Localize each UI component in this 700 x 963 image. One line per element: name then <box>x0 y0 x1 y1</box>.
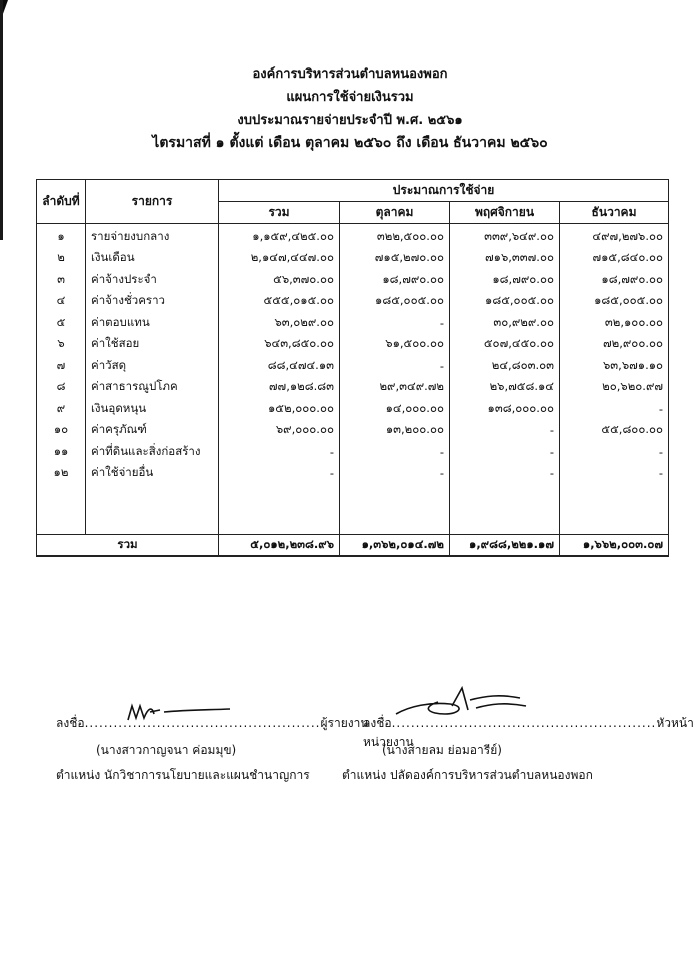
table-row <box>37 398 669 420</box>
cell-nov: ๗๑๖,๓๓๗.๐๐ <box>450 248 560 270</box>
cell-total: ๘๘,๔๗๔.๑๓ <box>219 355 340 377</box>
plan-title: แผนการใช้จ่ายเงินรวม <box>286 90 414 105</box>
table-row <box>37 269 669 291</box>
cell-oct: ๑๘๕,๐๐๕.๐๐ <box>340 291 450 313</box>
cell-dec: ๖๓,๖๗๑.๑๐ <box>560 355 669 377</box>
header-no: ลำดับที่ <box>37 180 86 224</box>
cell-no: ๓ <box>37 269 86 291</box>
cell-item: เงินอุดหนุน <box>86 398 219 420</box>
cell-oct: ๖๑,๕๐๐.๐๐ <box>340 334 450 356</box>
cell-item: ค่าใช้สอย <box>86 334 219 356</box>
right-handwritten-signature <box>390 684 530 724</box>
left-signer-name: (นางสาวกาญจนา ค่อมมุข) <box>96 743 237 757</box>
totals-oct: ๑,๓๖๒,๐๑๔.๗๒ <box>340 535 450 557</box>
cell-nov: ๒๖,๗๕๘.๑๔ <box>450 377 560 399</box>
table-row <box>37 312 669 334</box>
cell-oct: ๑๘,๗๙๐.๐๐ <box>340 269 450 291</box>
cell-dec: - <box>560 463 669 485</box>
cell-dec: ๑๘,๗๙๐.๐๐ <box>560 269 669 291</box>
cell-no: ๑๒ <box>37 463 86 485</box>
spending-plan-table <box>36 179 669 557</box>
cell-total: ๖๙,๐๐๐.๐๐ <box>219 420 340 442</box>
cell-no: ๑๐ <box>37 420 86 442</box>
cell-item: ค่าตอบแทน <box>86 312 219 334</box>
cell-dec: - <box>560 398 669 420</box>
cell-dec: - <box>560 441 669 463</box>
cell-oct: ๑๔,๐๐๐.๐๐ <box>340 398 450 420</box>
table-row <box>37 355 669 377</box>
totals-label: รวม <box>37 535 219 557</box>
table-row <box>37 224 669 248</box>
cell-oct: ๓๒๒,๕๐๐.๐๐ <box>340 224 450 248</box>
cell-total: ๕๖,๓๗๐.๐๐ <box>219 269 340 291</box>
cell-nov: - <box>450 463 560 485</box>
cell-no: ๙ <box>37 398 86 420</box>
cell-oct: - <box>340 355 450 377</box>
budget-year: งบประมาณรายจ่ายประจำปี พ.ศ. ๒๕๖๑ <box>237 113 463 128</box>
table-row <box>37 441 669 463</box>
cell-item: เงินเดือน <box>86 248 219 270</box>
cell-nov: ๑๓๘,๐๐๐.๐๐ <box>450 398 560 420</box>
cell-total: ๖๓,๐๒๙.๐๐ <box>219 312 340 334</box>
cell-no: ๑๑ <box>37 441 86 463</box>
cell-nov: ๑๘,๗๙๐.๐๐ <box>450 269 560 291</box>
cell-total: - <box>219 441 340 463</box>
cell-nov: ๑๘๕,๐๐๕.๐๐ <box>450 291 560 313</box>
cell-total: - <box>219 463 340 485</box>
table-row <box>37 420 669 442</box>
cell-total: ๖๔๓,๘๕๐.๐๐ <box>219 334 340 356</box>
cell-item: ค่าสาธารณูปโภค <box>86 377 219 399</box>
cell-total: ๕๕๕,๐๑๕.๐๐ <box>219 291 340 313</box>
table-row <box>37 463 669 485</box>
table-row <box>37 334 669 356</box>
cell-oct: - <box>340 463 450 485</box>
header-dec: ธันวาคม <box>560 202 669 224</box>
cell-no: ๑ <box>37 224 86 248</box>
cell-no: ๘ <box>37 377 86 399</box>
cell-item: ค่าวัสดุ <box>86 355 219 377</box>
cell-nov: ๓๓๙,๖๔๙.๐๐ <box>450 224 560 248</box>
cell-oct: - <box>340 312 450 334</box>
cell-oct: ๗๑๕,๒๗๐.๐๐ <box>340 248 450 270</box>
blank-row <box>37 484 669 535</box>
header-estimate: ประมาณการใช้จ่าย <box>219 180 669 202</box>
right-sign-role: หัวหน้าหน่วยงาน <box>363 716 694 749</box>
cell-no: ๖ <box>37 334 86 356</box>
left-signer-position: ตำแหน่ง นักวิชาการนโยบายและแผนชำนาญการ <box>56 768 310 782</box>
cell-dec: ๒๐,๖๒๐.๙๗ <box>560 377 669 399</box>
cell-no: ๗ <box>37 355 86 377</box>
cell-nov: - <box>450 420 560 442</box>
left-signature-line: ลงชื่อ.................................................ผู้รายงาน <box>56 716 369 730</box>
org-name: องค์การบริหารส่วนตำบลหนองพอก <box>252 67 448 82</box>
cell-item: ค่าจ้างประจำ <box>86 269 219 291</box>
cell-no: ๔ <box>37 291 86 313</box>
header-nov: พฤศจิกายน <box>450 202 560 224</box>
table-row <box>37 377 669 399</box>
left-sign-prefix: ลงชื่อ <box>56 716 85 730</box>
cell-item: รายจ่ายงบกลาง <box>86 224 219 248</box>
cell-dec: ๓๒,๑๐๐.๐๐ <box>560 312 669 334</box>
left-sign-role: ผู้รายงาน <box>320 716 369 730</box>
cell-item: ค่าจ้างชั่วคราว <box>86 291 219 313</box>
totals-nov: ๑,๙๘๘,๒๒๑.๑๗ <box>450 535 560 557</box>
table-row <box>37 291 669 313</box>
cell-no: ๒ <box>37 248 86 270</box>
period: ไตรมาสที่ ๑ ตั้งแต่ เดือน ตุลาคม ๒๕๖๐ ถึง เดือน ธันวาคม ๒๕๖๐ <box>152 135 548 151</box>
cell-dec: ๗๒,๙๐๐.๐๐ <box>560 334 669 356</box>
cell-nov: ๓๐,๙๒๙.๐๐ <box>450 312 560 334</box>
right-signer-name: (นางสายลม ย่อมอารีย์) <box>382 743 502 757</box>
header-total: รวม <box>219 202 340 224</box>
cell-nov: ๕๐๗,๔๕๐.๐๐ <box>450 334 560 356</box>
cell-item: ค่าใช้จ่ายอื่น <box>86 463 219 485</box>
cell-total: ๗๗,๑๒๘.๘๓ <box>219 377 340 399</box>
cell-total: ๒,๑๔๗,๔๔๗.๐๐ <box>219 248 340 270</box>
left-handwritten-signature <box>124 700 234 724</box>
totals-total: ๕,๐๑๒,๒๓๘.๙๖ <box>219 535 340 557</box>
cell-total: ๑๕๒,๐๐๐.๐๐ <box>219 398 340 420</box>
cell-oct: ๑๓,๒๐๐.๐๐ <box>340 420 450 442</box>
header-oct: ตุลาคม <box>340 202 450 224</box>
totals-dec: ๑,๖๖๒,๐๐๓.๐๗ <box>560 535 669 557</box>
cell-total: ๑,๑๕๙,๔๒๕.๐๐ <box>219 224 340 248</box>
cell-oct: - <box>340 441 450 463</box>
right-sign-prefix: ลงชื่อ <box>363 716 392 730</box>
right-signer-position: ตำแหน่ง ปลัดองค์การบริหารส่วนตำบลหนองพอก <box>342 768 593 782</box>
cell-oct: ๒๙,๓๔๙.๗๒ <box>340 377 450 399</box>
right-signature-line: ลงชื่อ.......................................................หัวหน้าหน่วยงาน <box>363 716 694 749</box>
document-header <box>0 63 700 155</box>
cell-item: ค่าครุภัณฑ์ <box>86 420 219 442</box>
cell-nov: ๒๔,๘๐๓.๐๓ <box>450 355 560 377</box>
table-row <box>37 248 669 270</box>
header-item: รายการ <box>86 180 219 224</box>
cell-nov: - <box>450 441 560 463</box>
cell-dec: ๔๙๗,๒๗๖.๐๐ <box>560 224 669 248</box>
totals-row <box>37 535 669 557</box>
cell-no: ๕ <box>37 312 86 334</box>
cell-dec: ๑๘๕,๐๐๕.๐๐ <box>560 291 669 313</box>
cell-dec: ๗๑๕,๘๔๐.๐๐ <box>560 248 669 270</box>
cell-item: ค่าที่ดินและสิ่งก่อสร้าง <box>86 441 219 463</box>
cell-dec: ๕๕,๘๐๐.๐๐ <box>560 420 669 442</box>
